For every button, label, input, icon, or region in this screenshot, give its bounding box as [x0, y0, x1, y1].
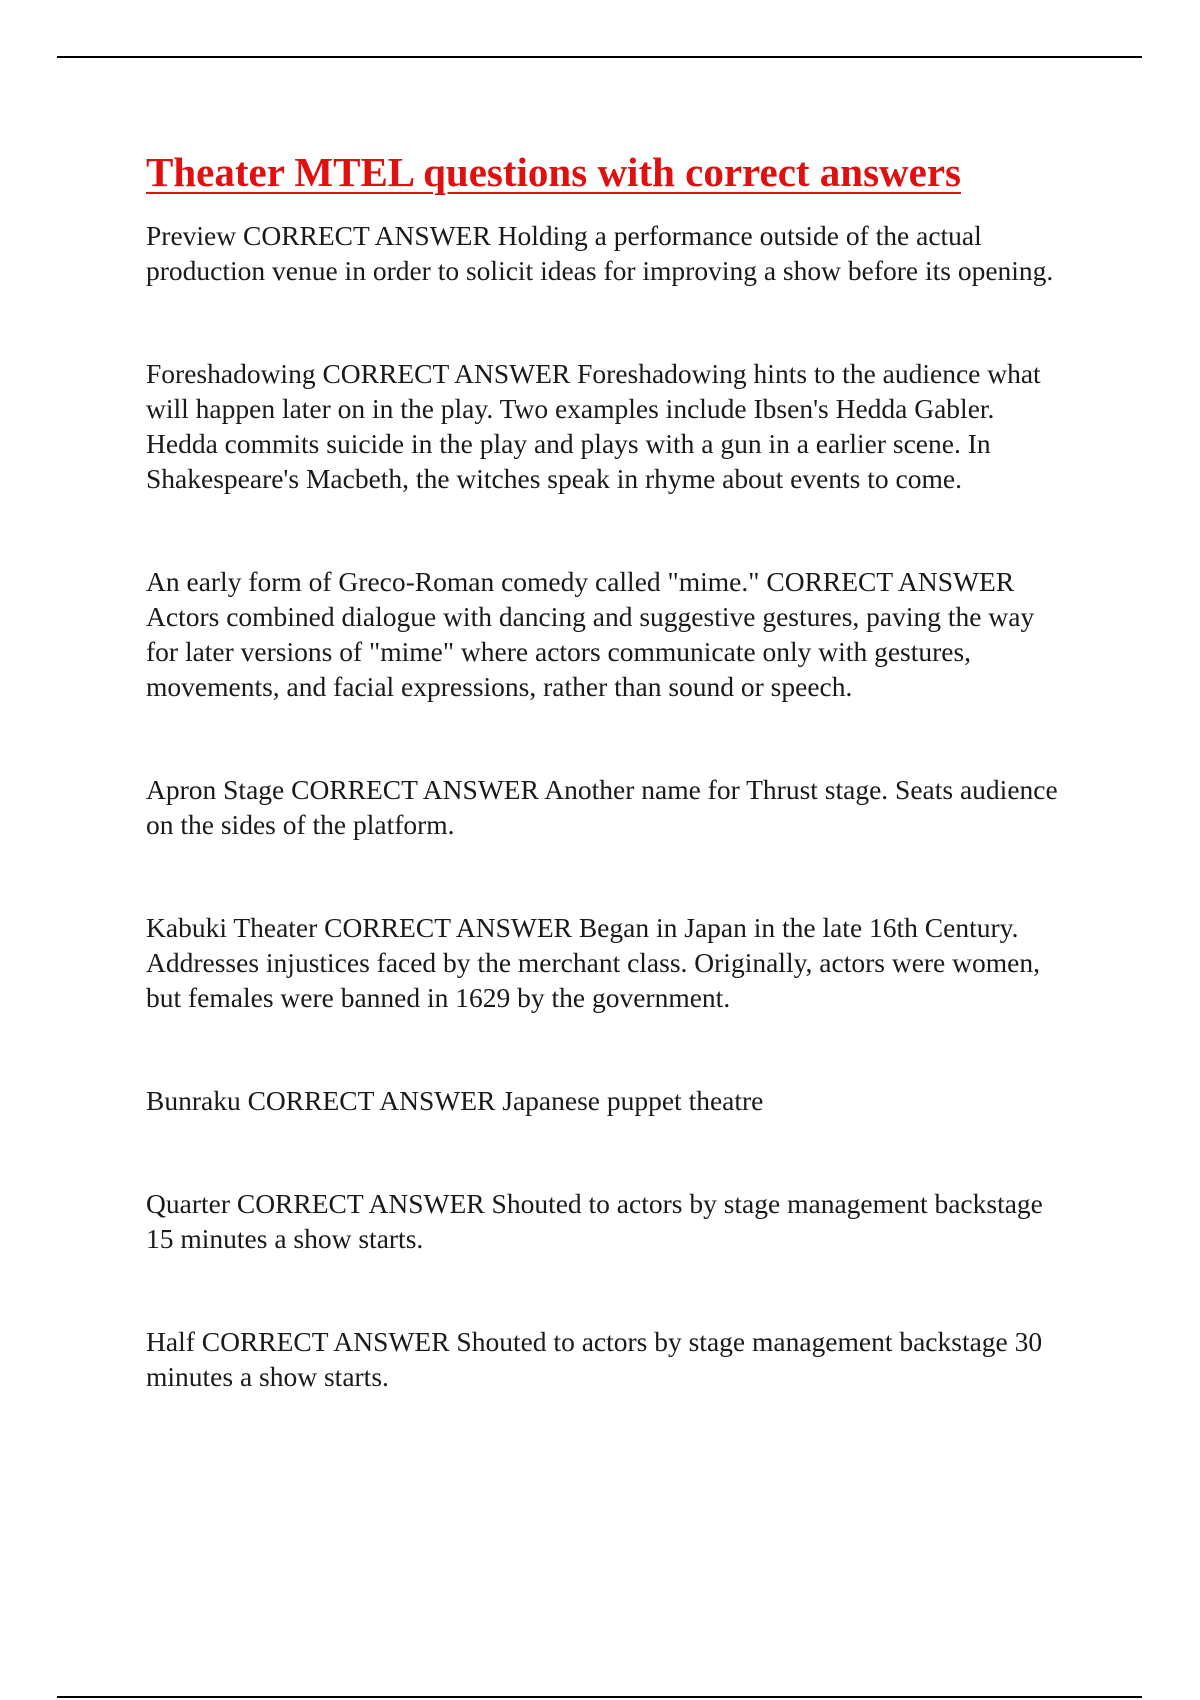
entry-line: on the sides of the platform. [146, 809, 455, 840]
header-rule [57, 56, 1142, 58]
entry-line: movements, and facial expressions, rather than sound or speech. [146, 671, 853, 702]
entry-line: Actors combined dialogue with dancing and suggestive gestures, paving the way [146, 601, 1035, 632]
entry-line: Hedda commits suicide in the play and plays with a gun in a earlier scene. In [146, 428, 991, 459]
document-body [146, 144, 1106, 1462]
qa-entry [146, 772, 1106, 842]
qa-entry [146, 1186, 1106, 1256]
entry-line: Preview CORRECT ANSWER Holding a performance outside of the actual [146, 220, 982, 251]
entry-line: Bunraku CORRECT ANSWER Japanese puppet theatre [146, 1085, 764, 1116]
qa-entry [146, 1083, 1106, 1118]
entry-line: minutes a show starts. [146, 1361, 389, 1392]
qa-entry [146, 564, 1106, 704]
document-title: Theater MTEL questions with correct answers [146, 149, 962, 195]
footer-rule [57, 1696, 1142, 1698]
entry-line: Half CORRECT ANSWER Shouted to actors by stage management backstage 30 [146, 1326, 1043, 1357]
entry-line: Shakespeare's Macbeth, the witches speak in rhyme about events to come. [146, 463, 962, 494]
entry-line: for later versions of "mime" where actors communicate only with gestures, [146, 636, 972, 667]
qa-entry [146, 1324, 1106, 1394]
qa-entry [146, 910, 1106, 1015]
entry-line: production venue in order to solicit ideas for improving a show before its opening. [146, 255, 1054, 286]
qa-entry [146, 218, 1106, 288]
entry-line: Apron Stage CORRECT ANSWER Another name for Thrust stage. Seats audience [146, 774, 1058, 805]
entry-line: but females were banned in 1629 by the government. [146, 982, 731, 1013]
entry-line: Quarter CORRECT ANSWER Shouted to actors by stage management backstage [146, 1188, 1043, 1219]
entry-line: Kabuki Theater CORRECT ANSWER Began in Japan in the late 16th Century. [146, 912, 1019, 943]
entry-line: Addresses injustices faced by the merchant class. Originally, actors were women, [146, 947, 1040, 978]
entry-line: 15 minutes a show starts. [146, 1223, 424, 1254]
qa-entry [146, 356, 1106, 496]
entry-line: An early form of Greco-Roman comedy called "mime." CORRECT ANSWER [146, 566, 1015, 597]
entry-line: will happen later on in the play. Two examples include Ibsen's Hedda Gabler. [146, 393, 995, 424]
entry-line: Foreshadowing CORRECT ANSWER Foreshadowing hints to the audience what [146, 358, 1041, 389]
